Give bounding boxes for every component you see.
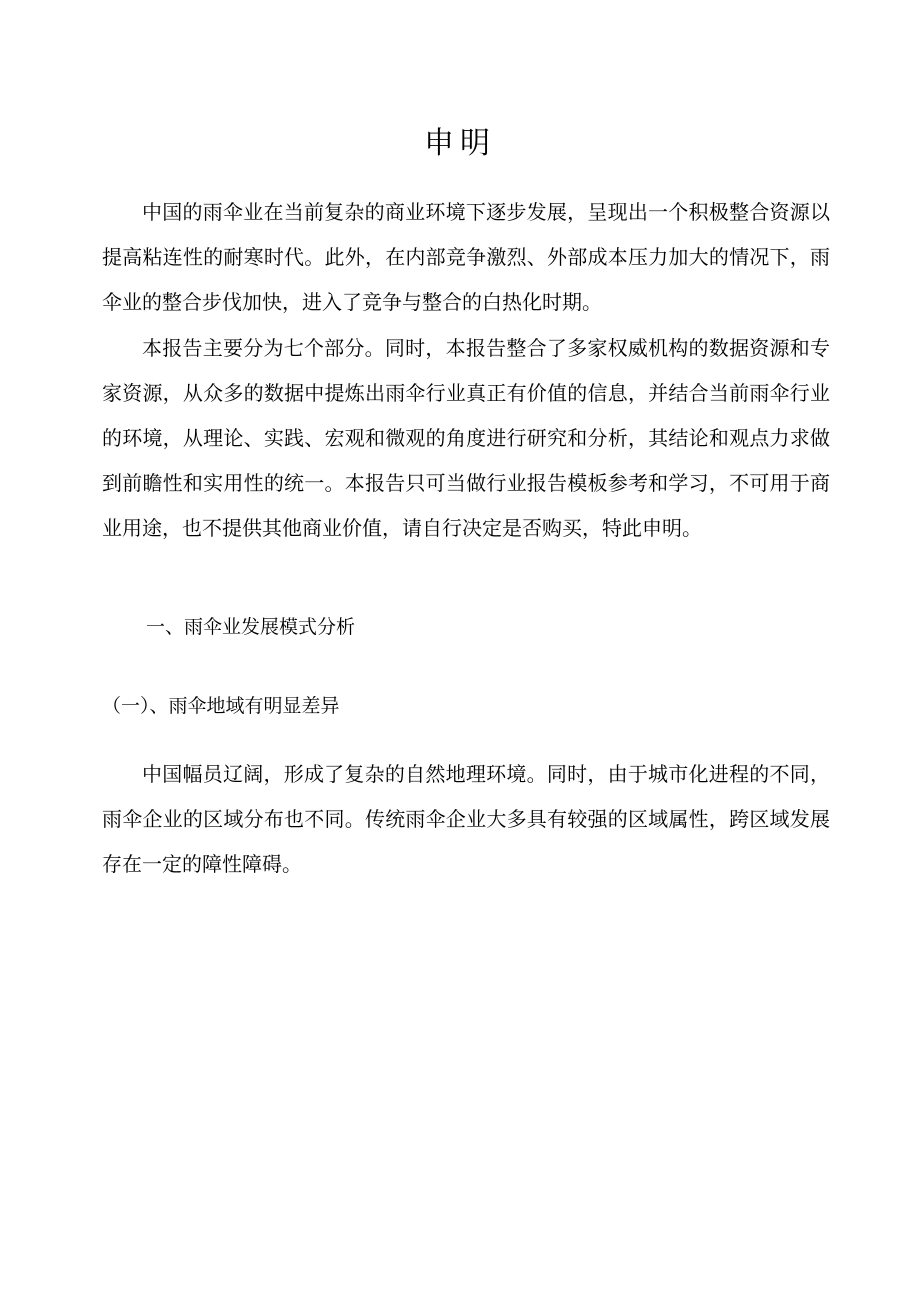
section-heading: 一、雨伞业发展模式分析 bbox=[146, 616, 356, 638]
subsection-heading: （一）、雨伞地域有明显差异 bbox=[102, 695, 340, 717]
section-paragraph: 中国幅员辽阔，形成了复杂的自然地理环境。同时，由于城市化进程的不同，雨伞企业的区域分布也不同。传统雨伞企业大多具有较强的区域属性，跨区域发展存在一定的障性障碍。 bbox=[102, 762, 830, 876]
document-title: 申明 bbox=[424, 126, 496, 161]
report-description-paragraph: 本报告主要分为七个部分。同时，本报告整合了多家权威机构的数据资源和专家资源，从众多的数据中提炼出雨伞行业真正有价值的信息，并结合当前雨伞行业的环境，从理论、实践、宏观和微观的角度进行研究和分析，其结论和观点力求做到前瞻性和实用性的统一。本报告只可当做行业报告模板参考和学习，不可用于商业用途，也不提供其他商业价值，请自行决定是否购买，特此申明。 bbox=[102, 336, 830, 540]
intro-paragraph: 中国的雨伞业在当前复杂的商业环境下逐步发展，呈现出一个积极整合资源以提高粘连性的耐寒时代。此外，在内部竞争激烈、外部成本压力加大的情况下，雨伞业的整合步伐加快，进入了竞争与整合的白热化时期。 bbox=[102, 200, 830, 314]
